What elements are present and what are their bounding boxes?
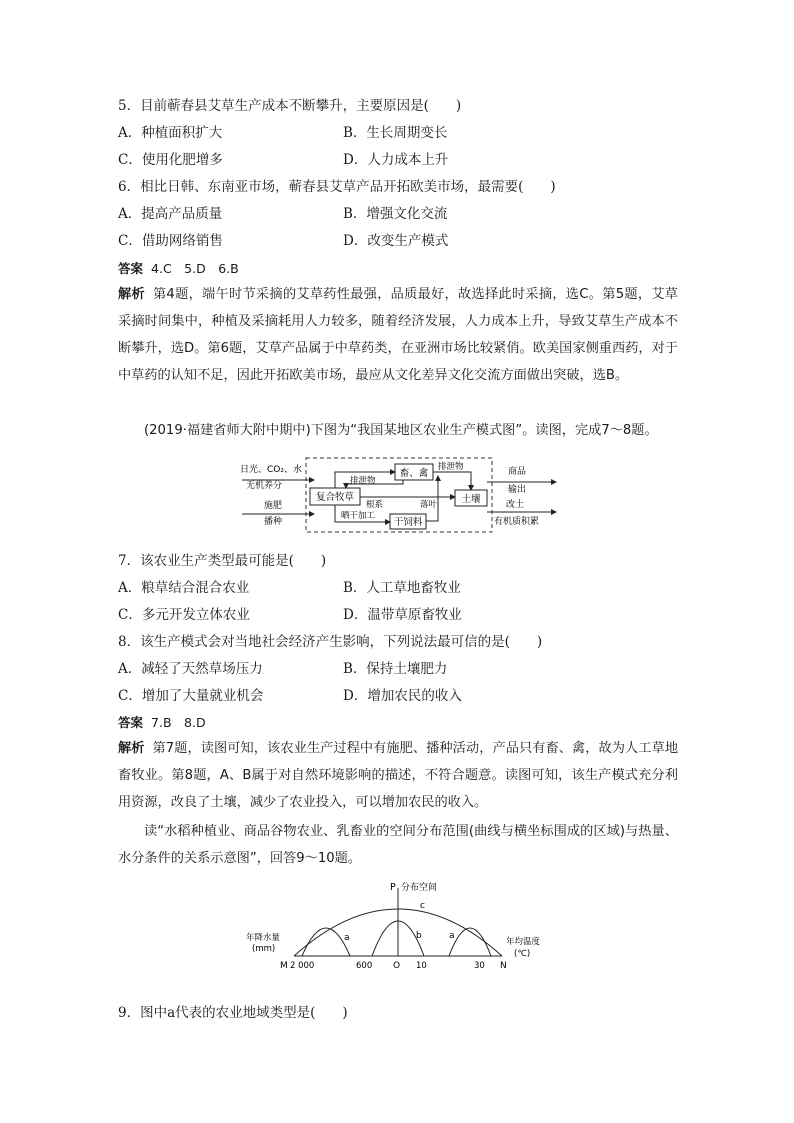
explanation-label: 解析 [118, 287, 145, 302]
explanation-text: 第7题，读图可知，该农业生产过程中有施肥、播种活动，产品只有畜、禽，故为人工草地畜牧业。第8题，A、B属于对自然环境影响的描述，不符合题意。读图可知，该生产模式充分利用资源，改良了土壤，减少了农业投入，可以增加农民的收入。 [118, 741, 679, 810]
input-fertilize: 施肥 [264, 501, 283, 511]
y-axis-title: 分布空间 [401, 883, 438, 893]
left-axis-title-2: (mm) [252, 944, 276, 954]
input-sunlight: 日光、CO₂、水 [240, 465, 302, 475]
tick-30: 30 [474, 961, 485, 970]
node-feed-label: 干饲料 [393, 517, 423, 528]
explanation-block-2 [118, 735, 678, 816]
curve-c-label: c [420, 901, 425, 911]
q6-option-c: C．借助网络销售 [118, 233, 223, 249]
explanation-label: 解析 [118, 741, 145, 756]
q8-option-d: D．增加农民的收入 [343, 688, 462, 704]
agriculture-mode-diagram [238, 452, 558, 538]
q8-option-c: C．增加了大量就业机会 [118, 688, 264, 704]
answer-text: 7.B 8.D [151, 715, 206, 730]
question-5-stem: 5．目前蕲春县艾草生产成本不断攀升，主要原因是( ) [118, 98, 462, 114]
o-label: O [393, 961, 401, 970]
intro-q7-8: (2019·福建省师大附中期中)下图为“我国某地区农业生产模式图”。读图，完成7～8题。 [144, 423, 658, 438]
input-sowing: 播种 [264, 517, 283, 527]
node-livestock-label: 畜、禽 [399, 468, 429, 479]
q7-option-d: D．温带草原畜牧业 [343, 607, 462, 623]
node-grass-label: 复合牧草 [315, 492, 355, 503]
q6-option-b: B．增强文化交流 [343, 206, 448, 222]
curve-a-left [302, 928, 350, 956]
answer-label: 答案 [118, 261, 144, 276]
right-axis-title-2: (℃) [514, 949, 531, 959]
question-8-stem: 8．该生产模式会对当地社会经济产生影响，下列说法最可信的是( ) [118, 634, 543, 650]
q7-option-c: C．多元开发立体农业 [118, 607, 250, 623]
curve-a-right-label: a [449, 931, 455, 941]
question-9-stem: 9．图中a代表的农业地域类型是( ) [118, 1005, 348, 1021]
curve-a-right [449, 928, 491, 956]
q6-option-a: A．提高产品质量 [118, 206, 223, 222]
edge-drying: 晒干加工 [341, 511, 376, 521]
explanation-text: 第4题，端午时节采摘的艾草药性最强，品质最好，故选择此时采摘，选C。第5题，艾草采摘时间集中，种植及采摘耗用人力较多，随着经济发展，人力成本上升，导致艾草生产成本不断攀升，选D。第6题，艾草产品属于中草药类，在亚洲市场比较紧俏。欧美国家侧重西药，对于中草药的认知不足，因此开拓欧美市场，最应从文化差异文化交流方面做出突破，选B。 [118, 287, 678, 383]
tick-2000: 2 000 [290, 961, 315, 970]
q8-option-a: A．减轻了天然草场压力 [118, 661, 263, 677]
curve-a-left-label: a [344, 933, 350, 943]
question-7-stem: 7．该农业生产类型最可能是( ) [118, 553, 327, 569]
explanation-block-1 [118, 281, 678, 389]
answer-block-1 [118, 260, 239, 278]
edge-leaves: 落叶 [420, 500, 438, 510]
question-6-stem: 6．相比日韩、东南亚市场，蕲春县艾草产品开拓欧美市场，最需要( ) [118, 179, 556, 195]
output-goods: 商品 [508, 467, 527, 477]
p-label: P [390, 882, 396, 893]
left-axis-title-1: 年降水量 [246, 933, 281, 943]
q5-option-c: C．使用化肥增多 [118, 152, 223, 168]
edge-excreta-1: 排泄物 [350, 476, 376, 486]
output-soil-improve: 改土 [506, 500, 525, 510]
input-nutrients: 无机养分 [246, 481, 283, 491]
output-organic: 有机质积累 [494, 517, 540, 527]
q5-option-d: D．人力成本上升 [343, 152, 449, 168]
node-soil-label: 土壤 [461, 494, 481, 505]
q7-option-b: B．人工草地畜牧业 [343, 580, 461, 596]
q5-option-b: B．生长周期变长 [343, 125, 448, 141]
tick-600: 600 [356, 961, 373, 970]
answer-text: 4.C 5.D 6.B [151, 261, 239, 276]
q6-option-d: D．改变生产模式 [343, 233, 449, 249]
tick-10: 10 [416, 961, 427, 970]
intro-q9-10: 读“水稻种植业、商品谷物农业、乳畜业的空间分布范围(曲线与横坐标围成的区域)与热量、水分条件的关系示意图”，回答9～10题。 [118, 824, 678, 866]
distribution-diagram [244, 880, 564, 970]
answer-block-2 [118, 714, 206, 732]
right-axis-title-1: 年均温度 [506, 937, 541, 947]
edge-roots: 根系 [366, 500, 384, 510]
edge-excreta-2: 排泄物 [438, 462, 464, 472]
curve-b-label: b [416, 931, 422, 941]
q7-option-a: A．粮草结合混合农业 [118, 580, 250, 596]
output-export: 输出 [508, 485, 527, 495]
n-label: N [500, 961, 507, 970]
q8-option-b: B．保持土壤肥力 [343, 661, 448, 677]
m-label: M [280, 961, 288, 970]
q5-option-a: A．种植面积扩大 [118, 125, 223, 141]
answer-label: 答案 [118, 715, 144, 730]
